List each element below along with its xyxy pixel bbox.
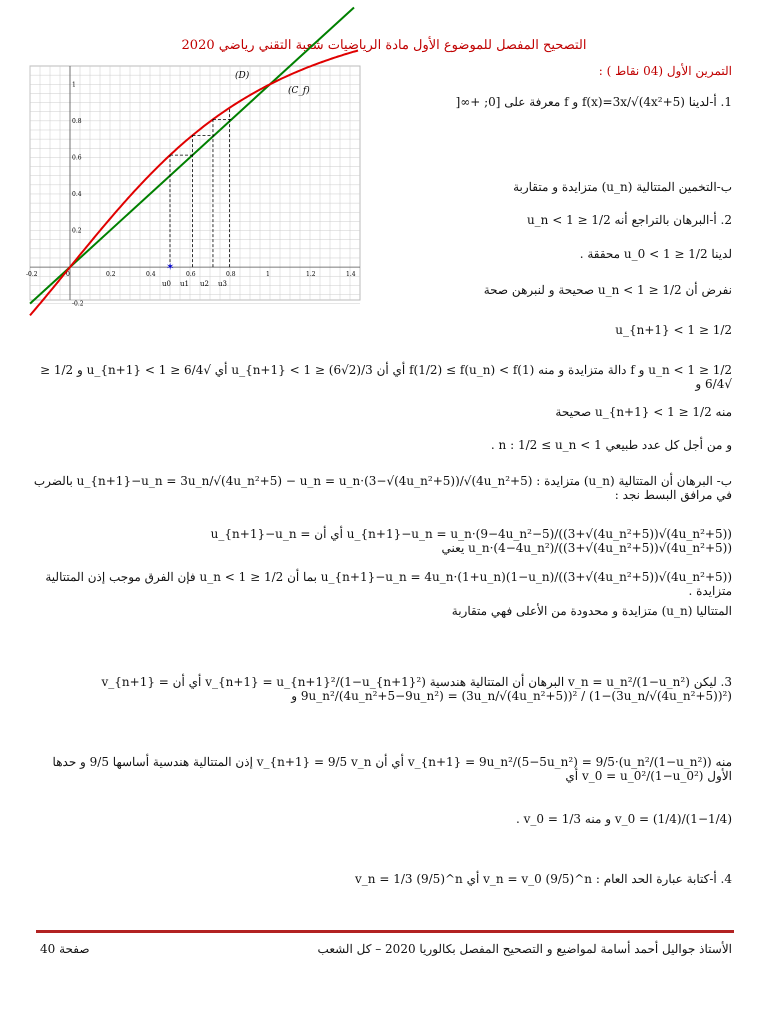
x-tick-label: 1.4 <box>346 271 356 279</box>
x-tick-label: 0.8 <box>226 271 236 279</box>
solution-line: المتتاليا (u_n) متزايدة و محدودة من الأعلى فهي متقاربة <box>451 604 732 618</box>
u0-marker-icon: ✶ <box>166 262 175 274</box>
solution-line: ب- البرهان أن المتتالية (u_n) متزايدة : u_{n+1}−u_n = 3u_n/√(4u_n²+5) − u_n = u_n·(3−√(4u_n²+5))/√(4u_n²+5) بالضرب في مرافق البسط نجد : <box>33 474 732 502</box>
footer-text: الأستاذ جواليل أحمد أسامة لمواضيع و التصحيح المفصل بكالوريا 2020 – كل الشعب <box>317 942 732 956</box>
u2-label: u2 <box>200 280 209 288</box>
u1-label: u1 <box>180 280 189 288</box>
page-title: التصحيح المفصل للموضوع الأول مادة الرياضيات شعبة التقني رياضي 2020 <box>181 38 587 53</box>
solution-line: 2. أ-البرهان بالتراجع أنه 1/2 ≤ u_n < 1 <box>526 213 732 227</box>
solution-line: v_0 = (1/4)/(1−1/4) و منه v_0 = 1/3 . <box>516 812 732 826</box>
y-tick-label: 0.6 <box>72 154 82 162</box>
page-number: صفحة 40 <box>40 942 90 956</box>
solution-line: و من أجل كل عدد طبيعي n : 1/2 ≤ u_n < 1 . <box>490 438 732 452</box>
label-D: (D) <box>235 71 250 81</box>
y-tick-label: 0.2 <box>72 227 82 235</box>
solution-line: منه v_{n+1} = 9u_n²/(5−5u_n²) = 9/5·(u_n²/(1−u_n²)) أي أن v_{n+1} = 9/5 v_n إذن المتتالية هندسية أساسها 9/5 و حدها الأول v_0 = u_0²/(1−u_0²) أي <box>52 755 732 783</box>
u3-label: u3 <box>218 280 227 288</box>
y-tick-label: 1 <box>72 81 76 89</box>
y-tick-label: 0.4 <box>72 190 82 198</box>
x-tick-label: 1 <box>266 271 270 279</box>
exercise-title: التمرين الأول (04 نقاط ) : <box>598 64 732 78</box>
u0-label: u0 <box>162 280 171 288</box>
solution-line: u_{n+1}−u_n = u_n·(9−4u_n²−5)/((3+√(4u_n²+5))√(4u_n²+5)) أي أن u_{n+1}−u_n = u_n·(4−4u_n²)/((3+√(4u_n²+5))√(4u_n²+5)) يعني <box>210 527 732 555</box>
x-tick-label: 0.2 <box>106 271 116 279</box>
x-tick-label: 0.4 <box>146 271 156 279</box>
x-tick-label: 0 <box>66 271 70 279</box>
solution-line: 1/2 ≤ u_{n+1} < 1 <box>615 323 732 337</box>
function-graph <box>26 66 360 308</box>
x-tick-label: 1.2 <box>306 271 316 279</box>
x-tick-label: -0.2 <box>26 271 38 279</box>
y-tick-label: -0.2 <box>72 300 84 308</box>
solution-line: لدينا 1/2 ≤ u_0 < 1 محققة . <box>579 247 732 261</box>
y-tick-label: 0.8 <box>72 117 82 125</box>
solution-line: 1/2 ≤ u_n < 1 و f دالة متزايدة و منه f(1/2) ≤ f(u_n) < f(1) أي أن 3/(2√6) ≤ u_{n+1} < 1 أي √6/4 ≤ u_{n+1} < 1 و 1/2 ≤ √6/4 و <box>39 363 732 391</box>
x-tick-label: 0.6 <box>186 271 196 279</box>
solution-line: منه 1/2 ≤ u_{n+1} < 1 صحيحة <box>555 405 732 419</box>
footer-rule <box>36 930 734 933</box>
solution-line: ب-التخمين المتتالية (u_n) متزايدة و متقاربة <box>513 180 732 194</box>
solution-line: u_{n+1}−u_n = 4u_n·(1+u_n)(1−u_n)/((3+√(4u_n²+5))√(4u_n²+5)) بما أن 1/2 ≤ u_n < 1 فإن الفرق موجب إذن المتتالية متزايدة . <box>45 570 732 598</box>
solution-line: نفرض أن 1/2 ≤ u_n < 1 صحيحة و لنبرهن صحة <box>483 283 732 297</box>
label-Cf: (C_f) <box>288 86 310 96</box>
solution-line: 1. أ-لدينا f(x)=3x/√(4x²+5) و f معرفة على [0; +∞[ <box>455 95 732 109</box>
solution-line: 3. ليكن v_n = u_n²/(1−u_n²) البرهان أن المتتالية هندسية v_{n+1} = u_{n+1}²/(1−u_{n+1}²) أي أن v_{n+1} = 9u_n²/(4u_n²+5−9u_n²) = (3u_n/√(4u_n²+5))² / (1−(3u_n/√(4u_n²+5))²) و <box>101 675 732 703</box>
solution-line: 4. أ-كتابة عبارة الحد العام : v_n = v_0 (9/5)^n أي v_n = 1/3 (9/5)^n <box>355 872 732 886</box>
